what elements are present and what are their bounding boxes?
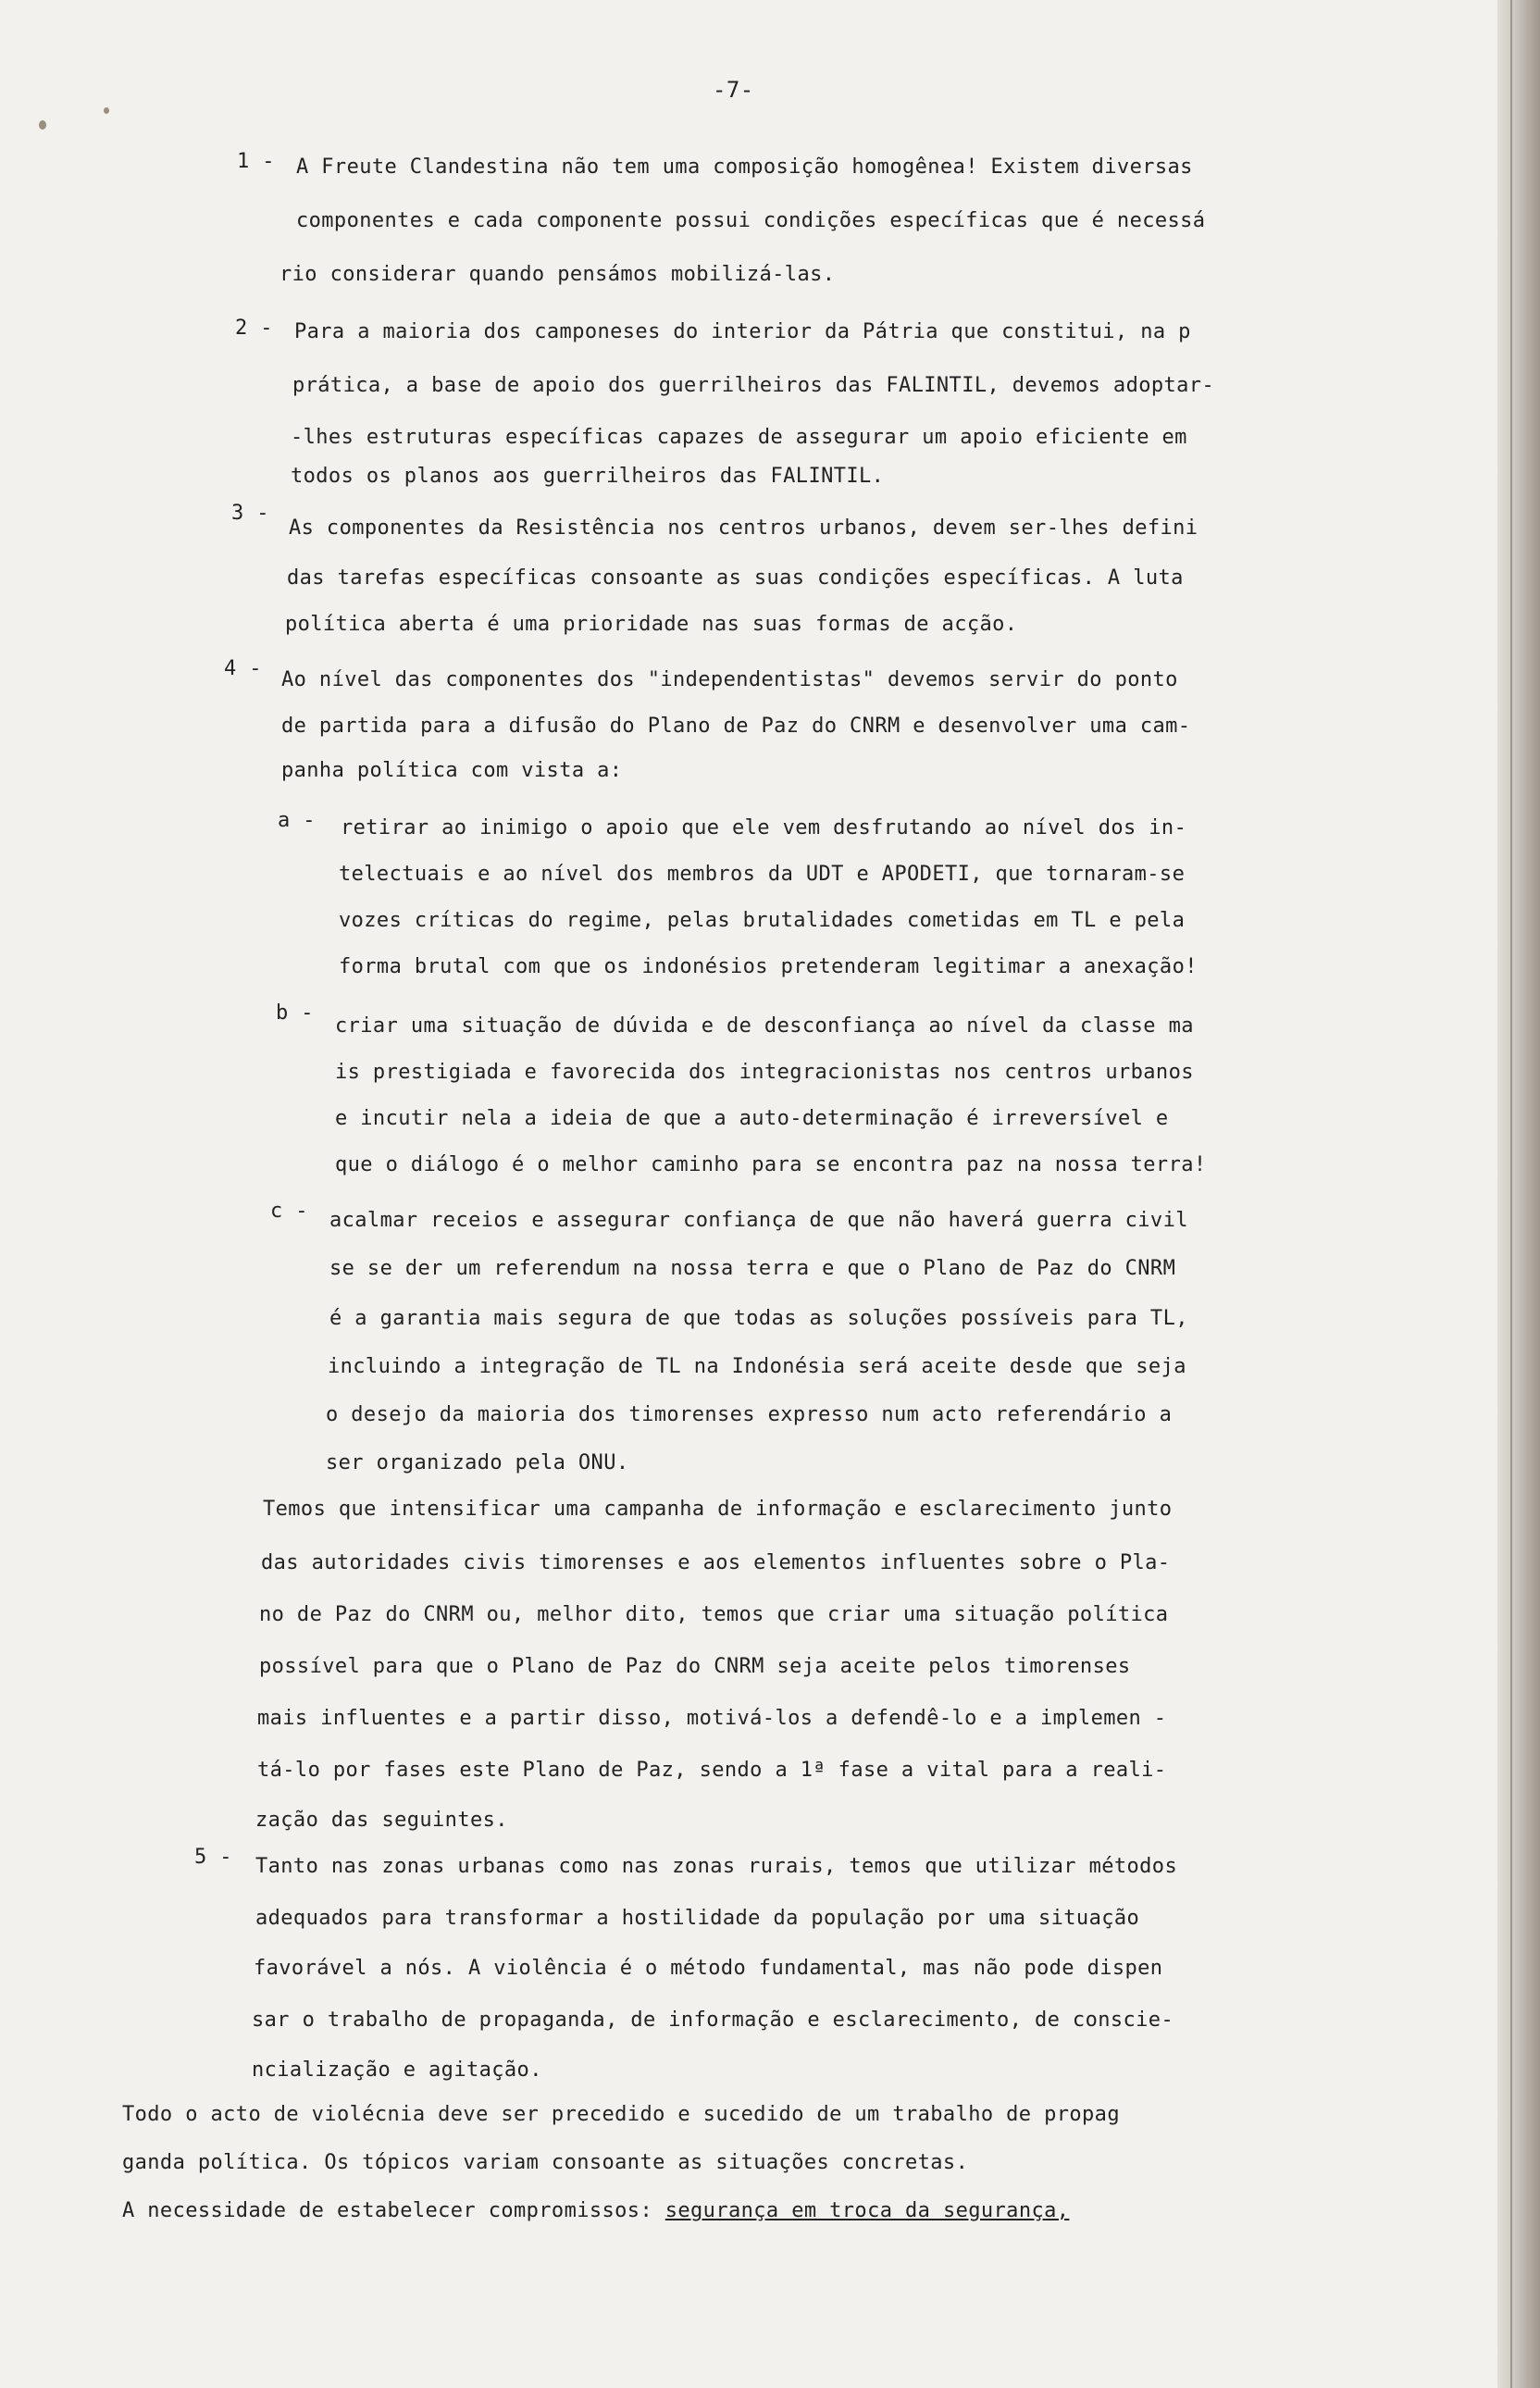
subitem-c-line: incluindo a integração de TL na Indonésia será aceite desde que seja <box>328 1355 1186 1378</box>
page-number: -7- <box>713 77 754 103</box>
underlined-phrase: segurança em troca da segurança, <box>664 2199 1070 2222</box>
paragraph-line: tá-lo por fases este Plano de Paz, sendo a 1ª fase a vital para a reali- <box>257 1759 1167 1782</box>
item-1-line: componentes e cada componente possui condições específicas que é necessá <box>296 209 1206 232</box>
subitem-c-line: o desejo da maioria dos timorenses expresso num acto referendário a <box>326 1403 1173 1426</box>
subitem-a-line: telectuais e ao nível dos membros da UDT e APODETI, que tornaram-se <box>339 863 1186 886</box>
item-number: 4 - <box>224 657 262 680</box>
paragraph-line: das autoridades civis timorenses e aos elementos influentes sobre o Pla- <box>261 1551 1171 1574</box>
page-edge-shadow <box>1497 0 1540 2388</box>
item-5-line: Tanto nas zonas urbanas como nas zonas rurais, temos que utilizar métodos <box>255 1855 1178 1878</box>
subitem-a-line: vozes críticas do regime, pelas brutalidades cometidas em TL e pela <box>339 909 1186 932</box>
final-line <box>122 2197 1069 2225</box>
item-4-line: panha política com vista a: <box>281 759 623 782</box>
paragraph-line: Temos que intensificar uma campanha de informação e esclarecimento junto <box>263 1498 1173 1521</box>
item-3-line: As componentes da Resistência nos centros urbanos, devem ser-lhes defini <box>289 516 1198 540</box>
paragraph-line: possível para que o Plano de Paz do CNRM seja aceite pelos timorenses <box>259 1655 1131 1678</box>
item-3-line: das tarefas específicas consoante as suas condições específicas. A luta <box>287 566 1184 590</box>
closing-line: ganda política. Os tópicos variam consoante as situações concretas. <box>122 2151 969 2174</box>
item-1-line: rio considerar quando pensámos mobilizá-las. <box>279 263 836 286</box>
item-number: 2 - <box>235 317 273 340</box>
paragraph-line: zação das seguintes. <box>255 1809 508 1832</box>
paragraph-line: no de Paz do CNRM ou, melhor dito, temos que criar uma situação política <box>259 1603 1169 1626</box>
item-2-line: todos os planos aos guerrilheiros das FALINTIL. <box>291 465 885 488</box>
subitem-a-line: forma brutal com que os indonésios pretenderam legitimar a anexação! <box>339 955 1198 978</box>
item-number: 3 - <box>231 502 269 525</box>
item-2-line: prática, a base de apoio dos guerrilheiros das FALINTIL, devemos adoptar- <box>292 374 1215 397</box>
subitem-b-line: is prestigiada e favorecida dos integracionistas nos centros urbanos <box>335 1061 1194 1084</box>
item-5-line: adequados para transformar a hostilidade da população por uma situação <box>255 1907 1140 1930</box>
subitem-c-line: acalmar receios e assegurar confiança de que não haverá guerra civil <box>329 1209 1188 1232</box>
subitem-b-line: e incutir nela a ideia de que a auto-determinação é irreversível e <box>335 1107 1169 1130</box>
item-number: 5 - <box>194 1846 232 1869</box>
subitem-c-line: ser organizado pela ONU. <box>326 1451 629 1474</box>
ink-speck <box>39 120 46 130</box>
item-4-line: Ao nível das componentes dos "independentistas" devemos servir do ponto <box>281 668 1178 691</box>
final-line-text: A necessidade de estabelecer compromissos: <box>122 2199 665 2222</box>
item-3-line: política aberta é uma prioridade nas suas formas de acção. <box>285 613 1018 636</box>
subitem-b-line: criar uma situação de dúvida e de desconfiança ao nível da classe ma <box>335 1014 1194 1038</box>
subitem-a-line: retirar ao inimigo o apoio que ele vem desfrutando ao nível dos in- <box>341 816 1187 840</box>
ink-speck <box>104 107 109 114</box>
page-edge-line <box>1510 0 1512 2388</box>
subitem-letter: b - <box>276 1001 314 1025</box>
subitem-c-line: é a garantia mais segura de que todas as soluções possíveis para TL, <box>329 1307 1188 1330</box>
item-5-line: sar o trabalho de propaganda, de informação e esclarecimento, de conscie- <box>252 2009 1174 2032</box>
item-number: 1 - <box>237 150 275 173</box>
subitem-b-line: que o diálogo é o melhor caminho para se encontra paz na nossa terra! <box>335 1153 1207 1176</box>
item-2-line: Para a maioria dos camponeses do interior da Pátria que constitui, na p <box>294 320 1191 343</box>
item-4-line: de partida para a difusão do Plano de Paz do CNRM e desenvolver uma cam- <box>281 715 1191 738</box>
item-2-line: -lhes estruturas específicas capazes de assegurar um apoio eficiente em <box>291 426 1187 449</box>
subitem-letter: a - <box>278 809 316 832</box>
subitem-c-line: se se der um referendum na nossa terra e que o Plano de Paz do CNRM <box>329 1257 1176 1280</box>
subitem-letter: c - <box>270 1200 308 1223</box>
item-5-line: ncialização e agitação. <box>252 2058 542 2082</box>
item-5-line: favorável a nós. A violência é o método fundamental, mas não pode dispen <box>254 1957 1163 1980</box>
closing-line: Todo o acto de violécnia deve ser precedido e sucedido de um trabalho de propag <box>122 2103 1120 2126</box>
item-1-line: A Freute Clandestina não tem uma composição homogênea! Existem diversas <box>296 155 1193 179</box>
paragraph-line: mais influentes e a partir disso, motivá-los a defendê-lo e a implemen - <box>257 1707 1167 1730</box>
